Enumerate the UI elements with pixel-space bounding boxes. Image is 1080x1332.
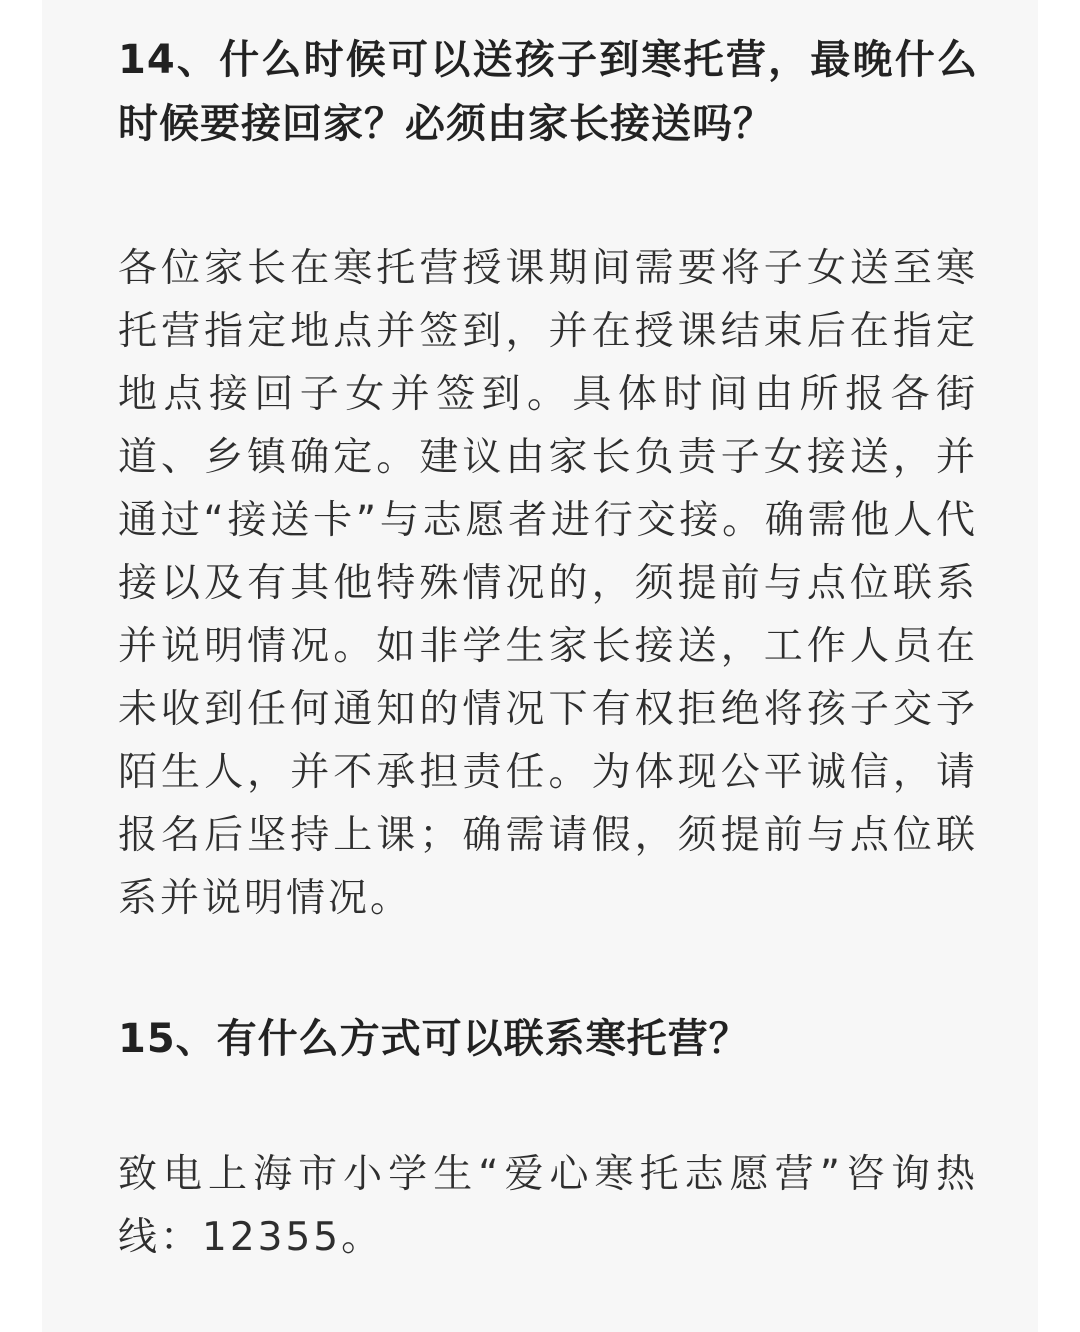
faq-answer-14: 各位家长在寒托营授课期间需要将子女送至寒托营指定地点并签到，并在授课结束后在指定地点接回子女并签到。具体时间由所报各街道、乡镇确定。建议由家长负责子女接送，并通过“接送卡”与志愿者进行交接。确需他人代接以及有其他特殊情况的，须提前与点位联系并说明情况。如非学生家长接送，工作人员在未收到任何通知的情况下有权拒绝将孩子交予陌生人，并不承担责任。为体现公平诚信，请报名后坚持上课；确需请假，须提前与点位联系并说明情况。 [118, 246, 978, 921]
faq-content [118, 28, 978, 1269]
faq-answer-15: 致电上海市小学生“爱心寒托志愿营”咨询热线：12355。 [118, 1152, 978, 1260]
faq-question-14: 14、什么时候可以送孩子到寒托营，最晚什么时候要接回家？必须由家长接送吗？ [118, 37, 978, 147]
faq-question-15: 15、有什么方式可以联系寒托营？ [118, 1016, 750, 1062]
